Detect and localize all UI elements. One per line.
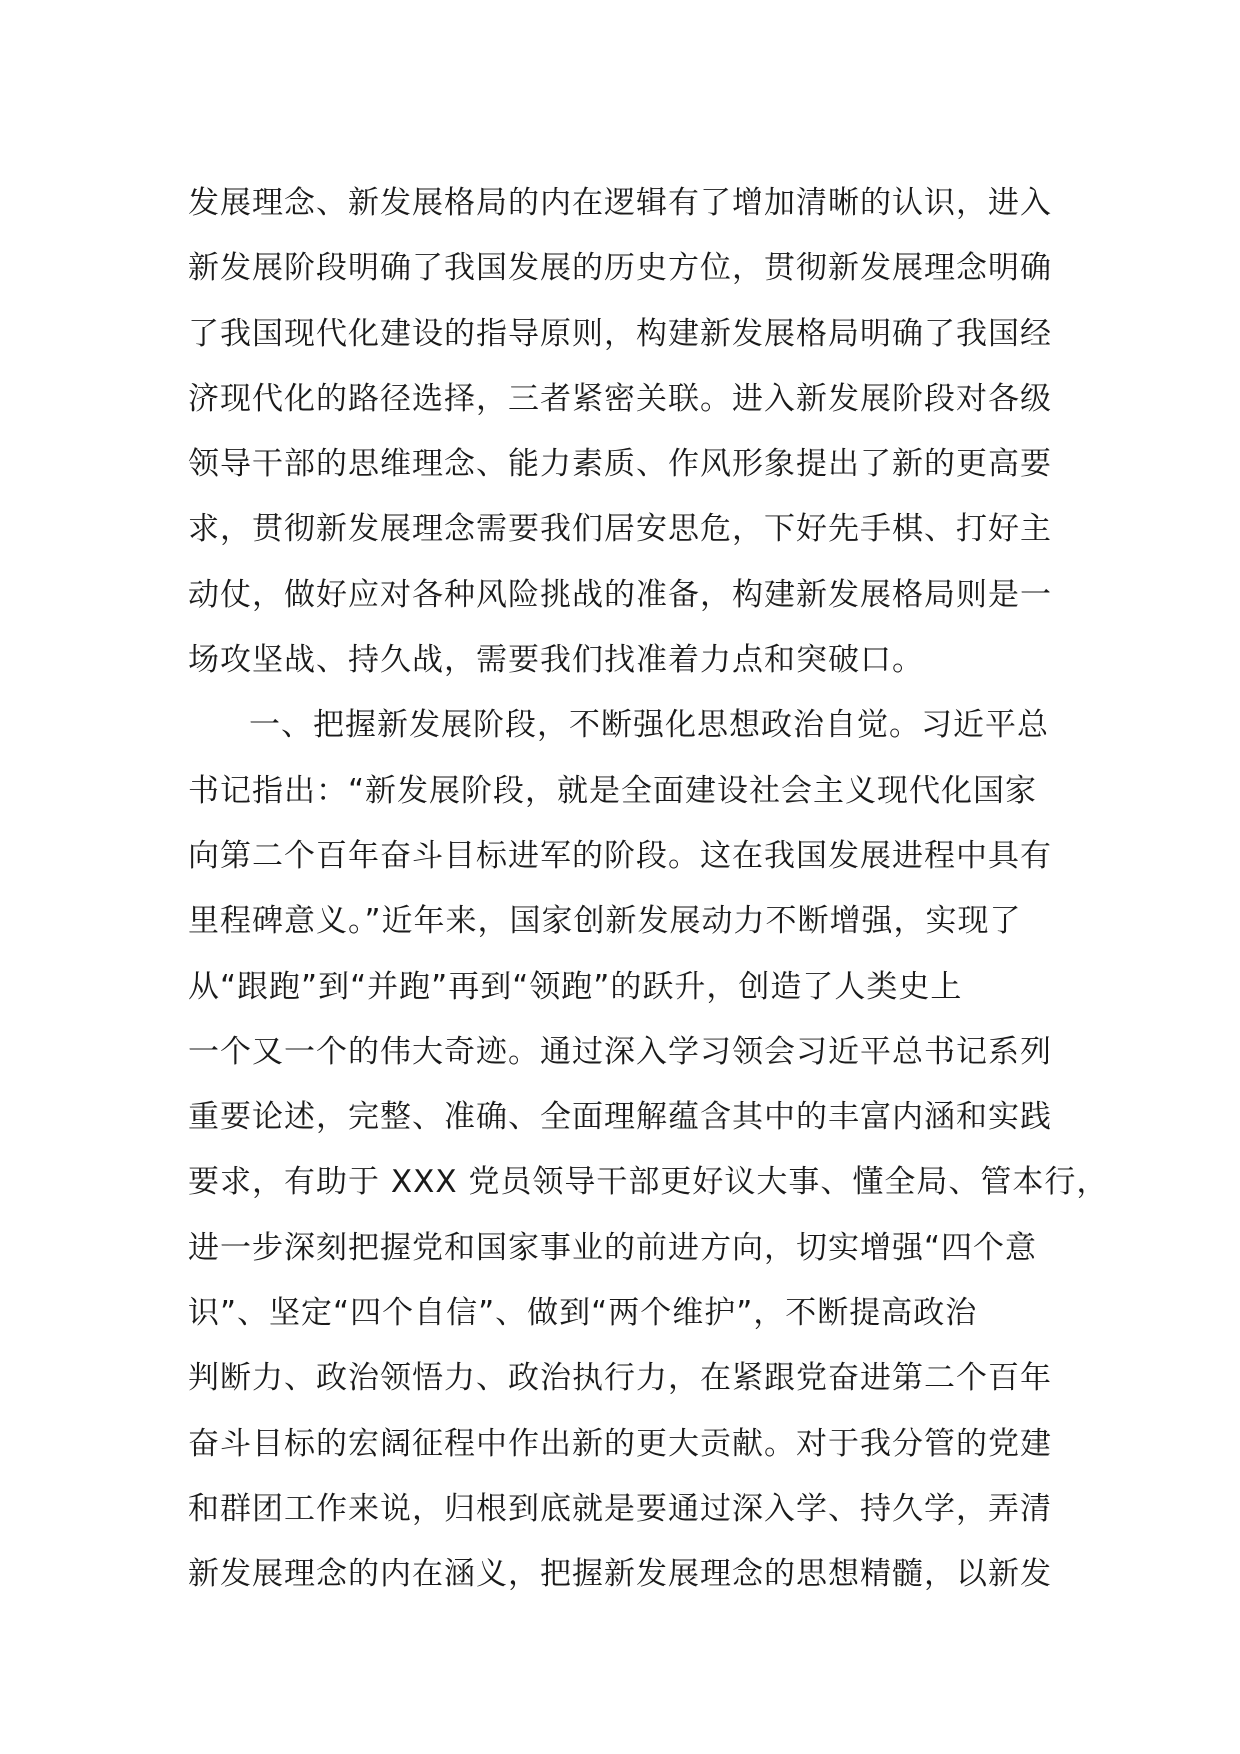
paragraph-continued [188, 171, 1088, 693]
text-line: 领导干部的思维理念、能力素质、作风形象提出了新的更高要 [188, 446, 1052, 483]
text-line: 书记指出：“新发展阶段，就是全面建设社会主义现代化国家 [188, 772, 1038, 809]
document-body [188, 171, 1109, 1608]
text-line: 奋斗目标的宏阔征程中作出新的更大贡献。对于我分管的党建 [188, 1425, 1052, 1462]
text-line: 一、把握新发展阶段，不断强化思想政治自觉。习近平总 [249, 707, 1049, 744]
text-line: 发展理念、新发展格局的内在逻辑有了增加清晰的认识，进入 [188, 185, 1052, 221]
text-line: 从“跟跑”到“并跑”再到“领跑”的跃升，创造了人类史上 [188, 968, 963, 1005]
text-line: 向第二个百年奋斗目标进军的阶段。这在我国发展进程中具有 [188, 837, 1052, 874]
text-line: 济现代化的路径选择，三者紧密关联。进入新发展阶段对各级 [188, 380, 1052, 417]
text-line: 和群团工作来说，归根到底就是要通过深入学、持久学，弄清 [188, 1490, 1052, 1527]
text-line: 新发展阶段明确了我国发展的历史方位，贯彻新发展理念明确 [188, 250, 1052, 287]
text-line: 了我国现代化建设的指导原则，构建新发展格局明确了我国经 [188, 315, 1052, 352]
text-line: 要求，有助于 XXX 党员领导干部更好议大事、懂全局、管本行， [188, 1164, 1109, 1201]
text-line: 判断力、政治领悟力、政治执行力，在紧跟党奋进第二个百年 [188, 1360, 1052, 1397]
text-line: 进一步深刻把握党和国家事业的前进方向，切实增强“四个意 [188, 1229, 1038, 1266]
text-line: 求，贯彻新发展理念需要我们居安思危，下好先手棋、打好主 [188, 511, 1052, 548]
text-line: 新发展理念的内在涵义，把握新发展理念的思想精髓，以新发 [188, 1556, 1052, 1593]
paragraph-section-one [188, 693, 1109, 1607]
text-line: 里程碑意义。”近年来，国家创新发展动力不断增强，实现了 [188, 903, 1022, 940]
text-line: 一个又一个的伟大奇迹。通过深入学习领会习近平总书记系列 [188, 1033, 1052, 1070]
text-line: 场攻坚战、持久战，需要我们找准着力点和突破口。 [188, 642, 924, 679]
text-line: 重要论述，完整、准确、全面理解蕴含其中的丰富内涵和实践 [188, 1099, 1052, 1136]
text-line: 动仗，做好应对各种风险挑战的准备，构建新发展格局则是一 [188, 576, 1052, 613]
text-line: 识”、坚定“四个自信”、做到“两个维护”，不断提高政治 [188, 1295, 978, 1332]
